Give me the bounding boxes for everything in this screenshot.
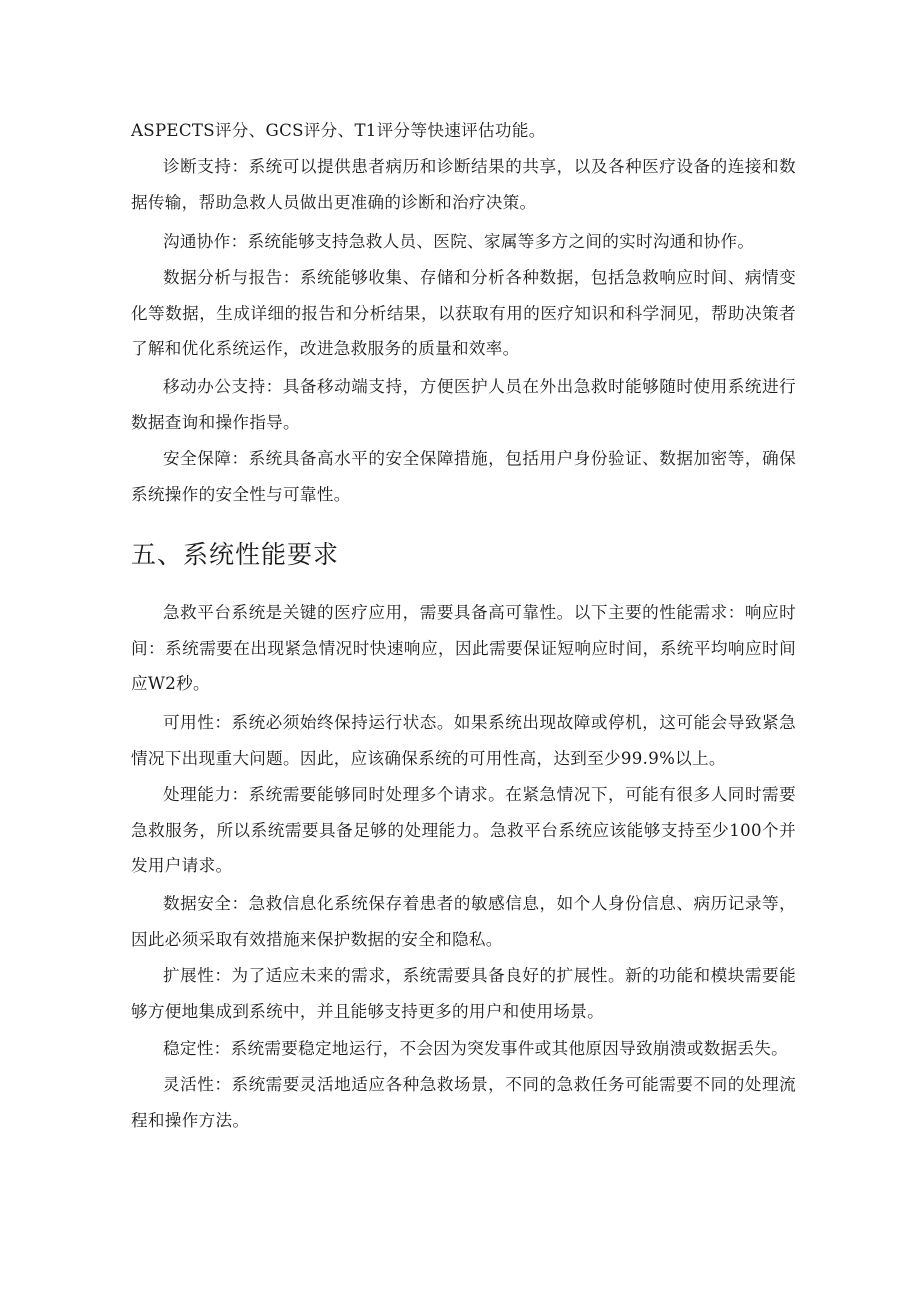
feature-security: 安全保障：系统具备高水平的安全保障措施，包括用户身份验证、数据加密等，确保系统操作的安全性与可靠性。 xyxy=(131,449,796,504)
perf-response-time: 急救平台系统是关键的医疗应用，需要具备高可靠性。以下主要的性能需求：响应时间：系统需要在出现紧急情况时快速响应，因此需要保证短响应时间，系统平均响应时间应W2秒。 xyxy=(131,603,796,694)
perf-scalability: 扩展性：为了适应未来的需求，系统需要具备良好的扩展性。新的功能和模块需要能够方便地集成到系统中，并且能够支持更多的用户和使用场景。 xyxy=(131,966,796,1021)
section-heading: 五、系统性能要求 xyxy=(131,540,340,569)
feature-communication: 沟通协作：系统能够支持急救人员、医院、家属等多方之间的实时沟通和协作。 xyxy=(163,232,755,251)
perf-availability: 可用性：系统必须始终保持运行状态。如果系统出现故障或停机，这可能会导致紧急情况下出现重大问题。因此，应该确保系统的可用性高，达到至少99.9%以上。 xyxy=(131,713,796,768)
feature-mobile-office: 移动办公支持：具备移动端支持，方便医护人员在外出急救时能够随时使用系统进行数据查询和操作指导。 xyxy=(131,377,796,432)
perf-stability: 稳定性：系统需要稳定地运行，不会因为突发事件或其他原因导致崩溃或数据丢失。 xyxy=(163,1039,789,1058)
perf-processing: 处理能力：系统需要能够同时处理多个请求。在紧急情况下，可能有很多人同时需要急救服务，所以系统需要具备足够的处理能力。急救平台系统应该能够支持至少100个并发用户请求。 xyxy=(131,785,796,876)
feature-diagnosis-support: 诊断支持：系统可以提供患者病历和诊断结果的共享，以及各种医疗设备的连接和数据传输，帮助急救人员做出更准确的诊断和治疗决策。 xyxy=(131,157,796,212)
feature-data-analysis: 数据分析与报告：系统能够收集、存储和分析各种数据，包括急救响应时间、病情变化等数据，生成详细的报告和分析结果，以获取有用的医疗知识和科学洞见，帮助决策者了解和优化系统运作，改进急救服务的质量和效率。 xyxy=(131,268,796,359)
perf-data-security: 数据安全：急救信息化系统保存着患者的敏感信息，如个人身份信息、病历记录等，因此必须采取有效措施来保护数据的安全和隐私。 xyxy=(131,894,796,949)
perf-flexibility: 灵活性：系统需要灵活地适应各种急救场景，不同的急救任务可能需要不同的处理流程和操作方法。 xyxy=(131,1075,796,1130)
intro-continuation: ASPECTS评分、GCS评分、T1评分等快速评估功能。 xyxy=(131,121,546,140)
